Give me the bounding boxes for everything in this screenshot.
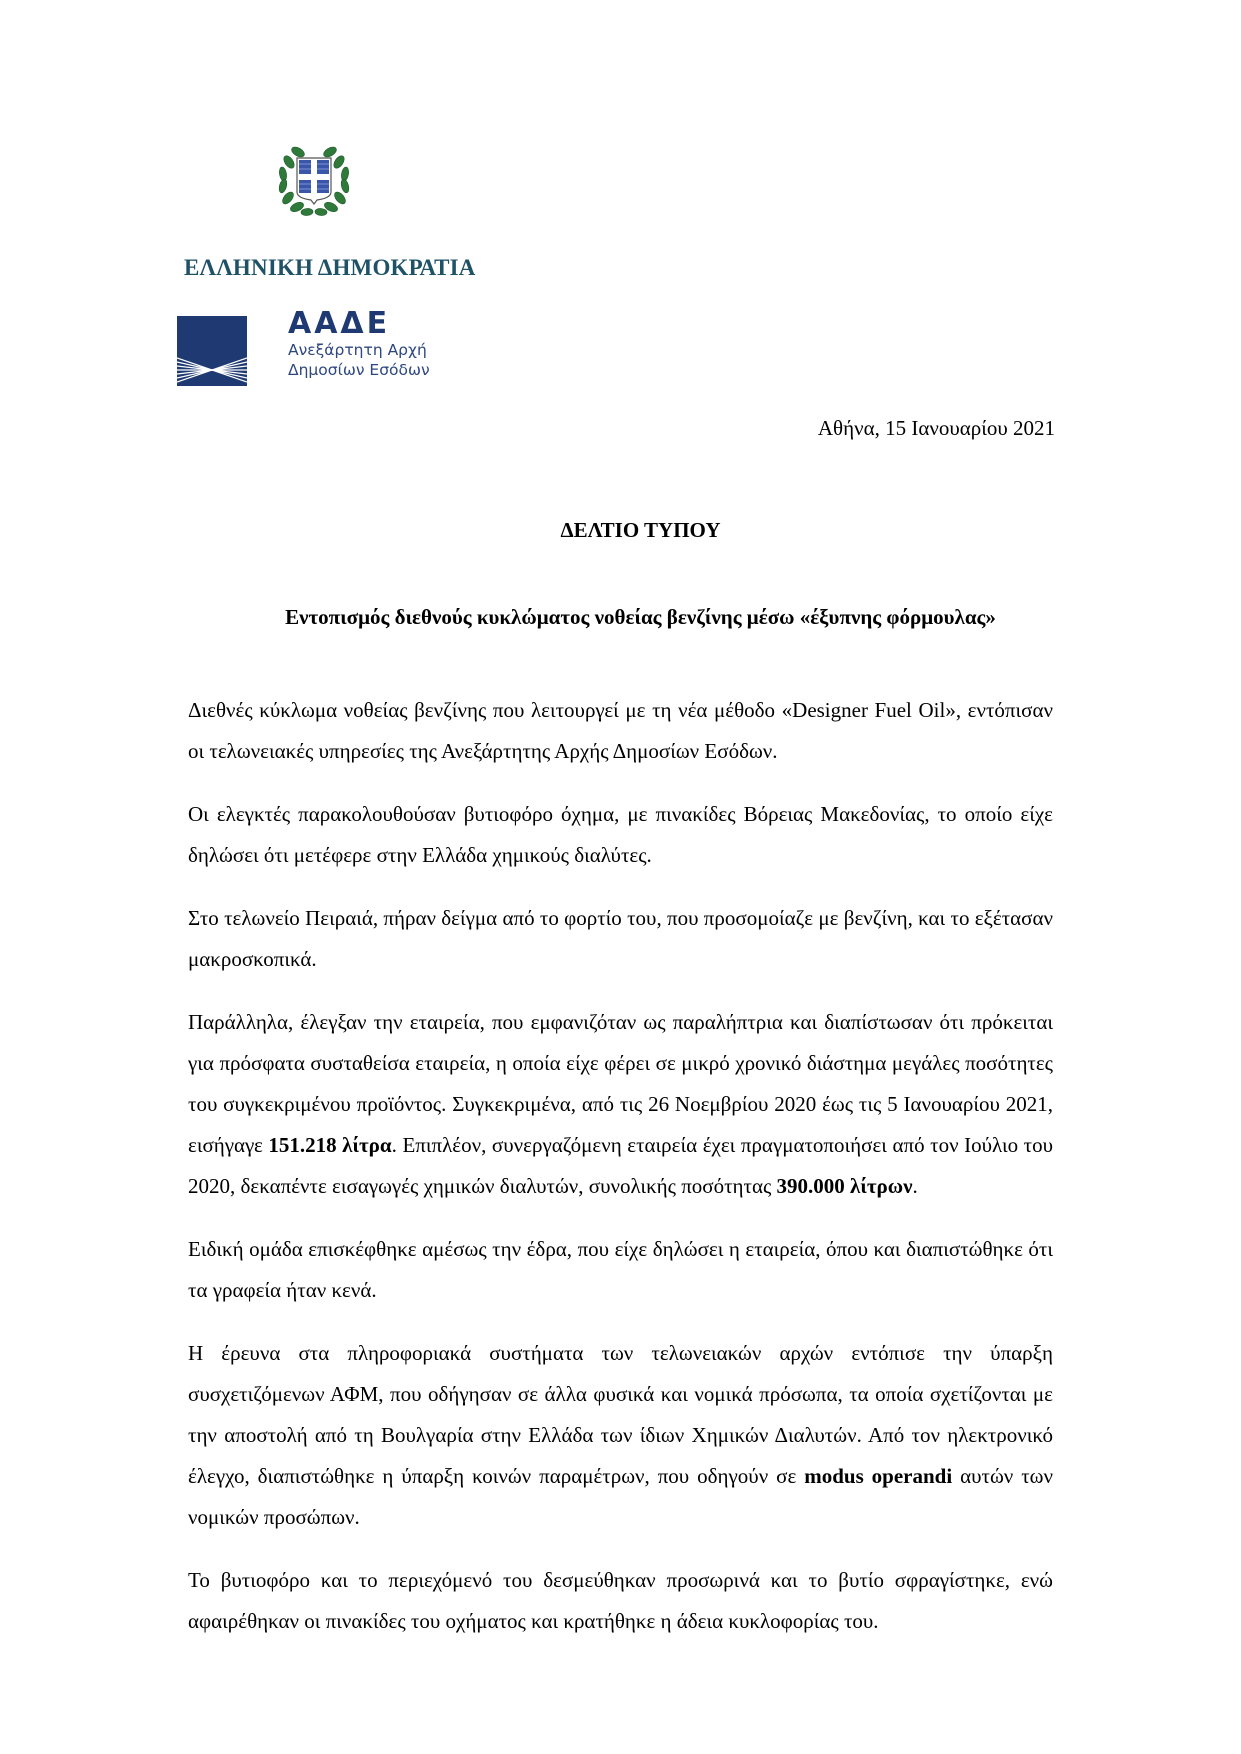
aade-acronym: ΑΑΔΕ — [288, 306, 391, 341]
republic-title: ΕΛΛΗΝΙΚΗ ΔΗΜΟΚΡΑΤΙΑ — [184, 255, 476, 280]
document-date: Αθήνα, 15 Ιανουαρίου 2021 — [817, 416, 1055, 440]
paragraph-4 — [188, 1002, 1053, 1207]
paragraph-4-text-1: Παράλληλα, έλεγξαν την εταιρεία, που εμφανιζόταν ως παραλήπτρια και διαπίστωσαν ότι πρόκειται για πρόσφατα συσταθείσα εταιρεία, η οποία είχε φέρει σε μικρό χρονικό διάστημα μεγάλες ποσότητες του συγκεκριμένου προϊόντος. Συγκεκριμένα, από τις 26 Νοεμβρίου 2020 έως τις 5 Ιανουαρίου 2021, εισήγαγε — [188, 1010, 1053, 1157]
modus-operandi-term: modus operandi — [804, 1464, 953, 1488]
paragraph-6-text-1: Η έρευνα στα πληροφοριακά συστήματα των τελωνειακών αρχών εντόπισε την ύπαρξη συσχετιζόμενων ΑΦΜ, που οδήγησαν σε άλλα φυσικά και νομικά πρόσωπα, τα οποία σχετίζονται με την αποστολή από τη Βουλγαρία στην Ελλάδα των ίδιων Χημικών Διαλυτών. Από τον ηλεκτρονικό έλεγχο, διαπιστώθηκε η ύπαρξη κοινών παραμέτρων, που οδηγούν σε — [188, 1341, 1053, 1488]
greek-coat-of-arms-icon — [275, 140, 353, 218]
total-litres-amount: 390.000 λίτρων — [776, 1174, 913, 1198]
paragraph-4-text-3: . — [912, 1174, 918, 1198]
aade-name-line-2: Δημοσίων Εσόδων — [288, 361, 430, 379]
aade-logo-icon — [177, 316, 247, 386]
paragraph-3: Στο τελωνείο Πειραιά, πήραν δείγμα από το φορτίο του, που προσομοίαζε με βενζίνη, και το εξέτασαν μακροσκοπικά. — [188, 906, 1053, 971]
paragraph-5: Ειδική ομάδα επισκέφθηκε αμέσως την έδρα, που είχε δηλώσει η εταιρεία, όπου και διαπιστώθηκε ότι τα γραφεία ήταν κενά. — [188, 1237, 1053, 1302]
press-release-body — [188, 690, 1053, 1664]
aade-name-block — [288, 308, 430, 380]
paragraph-1: Διεθνές κύκλωμα νοθείας βενζίνης που λειτουργεί με τη νέα μέθοδο «Designer Fuel Oil», εντόπισαν οι τελωνειακές υπηρεσίες της Ανεξάρτητης Αρχής Δημοσίων Εσόδων. — [188, 698, 1053, 763]
paragraph-6-text-2: αυτών των νομικών προσώπων. — [188, 1464, 1053, 1529]
paragraph-4-text-2: . Επιπλέον, συνεργαζόμενη εταιρεία έχει πραγματοποιήσει από τον Ιούλιο του 2020, δεκαπέντε εισαγωγές χημικών διαλυτών, συνολικής ποσότητας — [188, 1133, 1054, 1198]
imported-litres-amount: 151.218 λίτρα — [268, 1133, 392, 1157]
paragraph-2: Οι ελεγκτές παρακολουθούσαν βυτιοφόρο όχημα, με πινακίδες Βόρειας Μακεδονίας, το οποίο είχε δηλώσει ότι μετέφερε στην Ελλάδα χημικούς διαλύτες. — [188, 802, 1053, 867]
press-release-subject: Εντοπισμός διεθνούς κυκλώματος νοθείας βενζίνης μέσω «έξυπνης φόρμουλας» — [285, 605, 996, 629]
document-type-heading: ΔΕΛΤΙΟ ΤΥΠΟΥ — [560, 518, 721, 542]
paragraph-7: Το βυτιοφόρο και το περιεχόμενό του δεσμεύθηκαν προσωρινά και το βυτίο σφραγίστηκε, ενώ αφαιρέθηκαν οι πινακίδες του οχήματος και κρατήθηκε η άδεια κυκλοφορίας του. — [188, 1568, 1053, 1633]
paragraph-6 — [188, 1333, 1053, 1538]
aade-name-line-1: Ανεξάρτητη Αρχή — [288, 341, 427, 359]
